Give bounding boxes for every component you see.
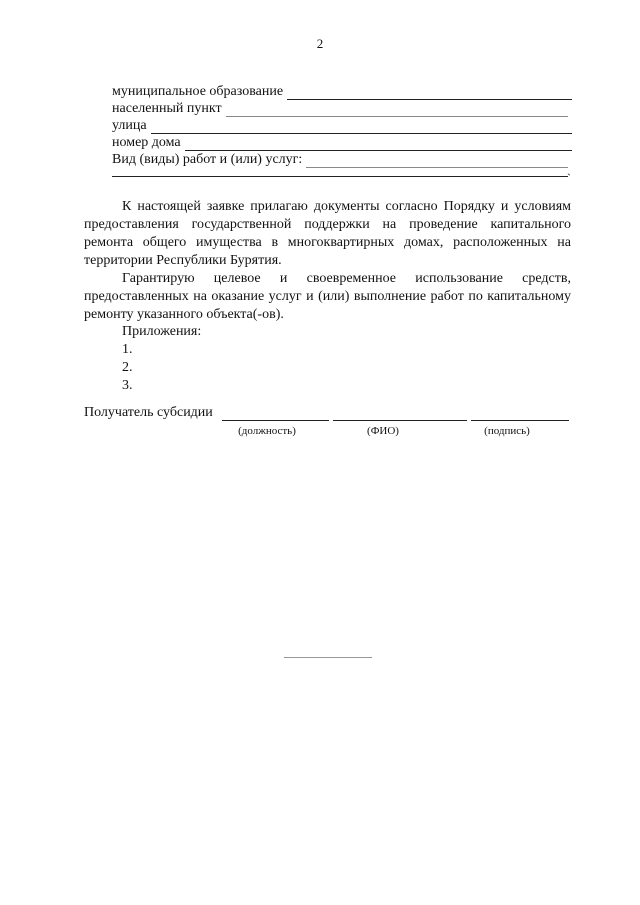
attachments-title: Приложения:	[122, 324, 202, 339]
page-number: 2	[316, 36, 324, 51]
work-types-extra-line	[112, 176, 568, 177]
end-separator	[284, 657, 372, 658]
signature-caption: (подпись)	[484, 425, 530, 437]
position-line	[222, 420, 329, 421]
position-caption: (должность)	[238, 425, 296, 437]
trailing-mark: `	[567, 171, 571, 185]
field-label: населенный пункт	[112, 101, 222, 116]
name-line	[333, 420, 467, 421]
fill-line	[226, 102, 568, 117]
fill-line	[287, 85, 572, 100]
field-label: Вид (виды) работ и (или) услуг:	[112, 152, 303, 167]
field-house-number	[112, 133, 572, 151]
name-caption: (ФИО)	[367, 425, 399, 437]
field-label: муниципальное образование	[112, 84, 284, 99]
attachment-item-2: 2.	[122, 360, 133, 375]
signature-line	[471, 420, 569, 421]
field-street	[112, 116, 572, 134]
signature-label: Получатель субсидии	[84, 405, 213, 420]
paragraph-documents: К настоящей заявке прилагаю документы согласно Порядку и условиям предоставления государственной поддержки на проведение капитального ремонта общего имущества в многоквартирных домах, расположенных на территории Республики Бурятия.	[84, 199, 571, 268]
field-label: улица	[112, 118, 147, 133]
field-label: номер дома	[112, 135, 181, 150]
field-municipality	[112, 82, 572, 100]
field-work-types	[112, 150, 568, 168]
field-settlement	[112, 99, 568, 117]
attachment-item-1: 1.	[122, 342, 133, 357]
fill-line	[151, 119, 572, 134]
attachment-item-3: 3.	[122, 378, 133, 393]
fill-line	[185, 136, 572, 151]
fill-line	[306, 153, 568, 168]
paragraph-guarantee: Гарантирую целевое и своевременное использование средств, предоставленных на оказание услуг и (или) выполнение работ по капитальному ремонту указанного объекта(-ов).	[84, 271, 571, 322]
